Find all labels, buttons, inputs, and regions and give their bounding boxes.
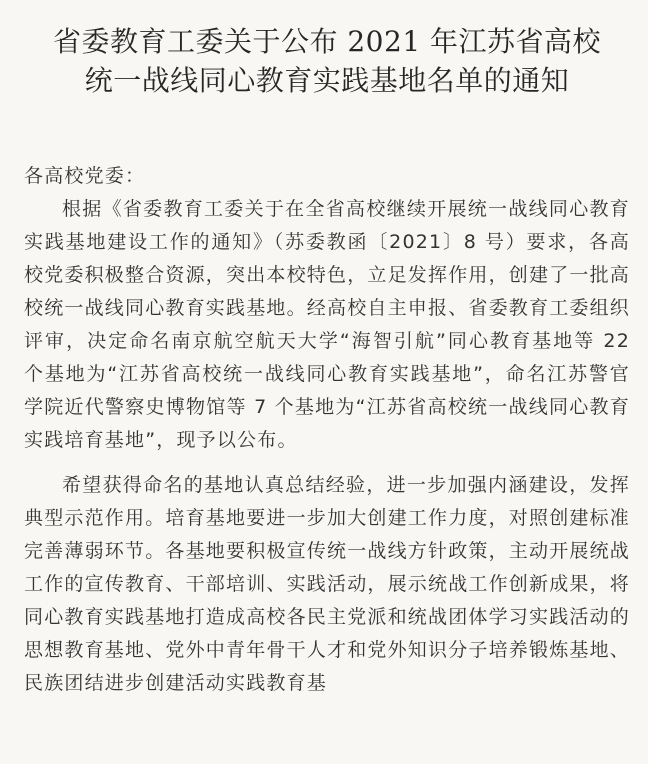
document-body (24, 160, 630, 700)
paragraph-2: 希望获得命名的基地认真总结经验，进一步加强内涵建设，发挥典型示范作用。培育基地要进一步加大创建工作力度，对照创建标准完善薄弱环节。各基地要积极宣传统一战线方针政策，主动开展统战工作的宣传教育、干部培训、实践活动，展示统战工作创新成果，将同心教育实践基地打造成高校各民主党派和统战团体学习实践活动的思想教育基地、党外中青年骨干人才和党外知识分子培养锻炼基地、民族团结进步创建活动实践教育基 (24, 474, 631, 694)
salutation: 各高校党委： (24, 165, 146, 187)
title-line-2: 统一战线同心教育实践基地名单的通知 (84, 64, 570, 97)
title-line-1: 省委教育工委关于公布 2021 年江苏省高校 (52, 25, 602, 58)
document-title (24, 22, 630, 100)
paragraph-1: 根据《省委教育工委关于在全省高校继续开展统一战线同心教育实践基地建设工作的通知》（苏委教函〔2021〕8 号）要求，各高校党委积极整合资源，突出本校特色，立足发挥作用，创建了一批高校统一战线同心教育实践基地。经高校自主申报、省委教育工委组织评审，决定命名南京航空航天大学“海智引航”同心教育基地等 22 个基地为“江苏省高校统一战线同心教育实践基地”，命名江苏警官学院近代警察史博物馆等 7 个基地为“江苏省高校统一战线同心教育实践培育基地”，现予以公布。 (24, 198, 631, 451)
